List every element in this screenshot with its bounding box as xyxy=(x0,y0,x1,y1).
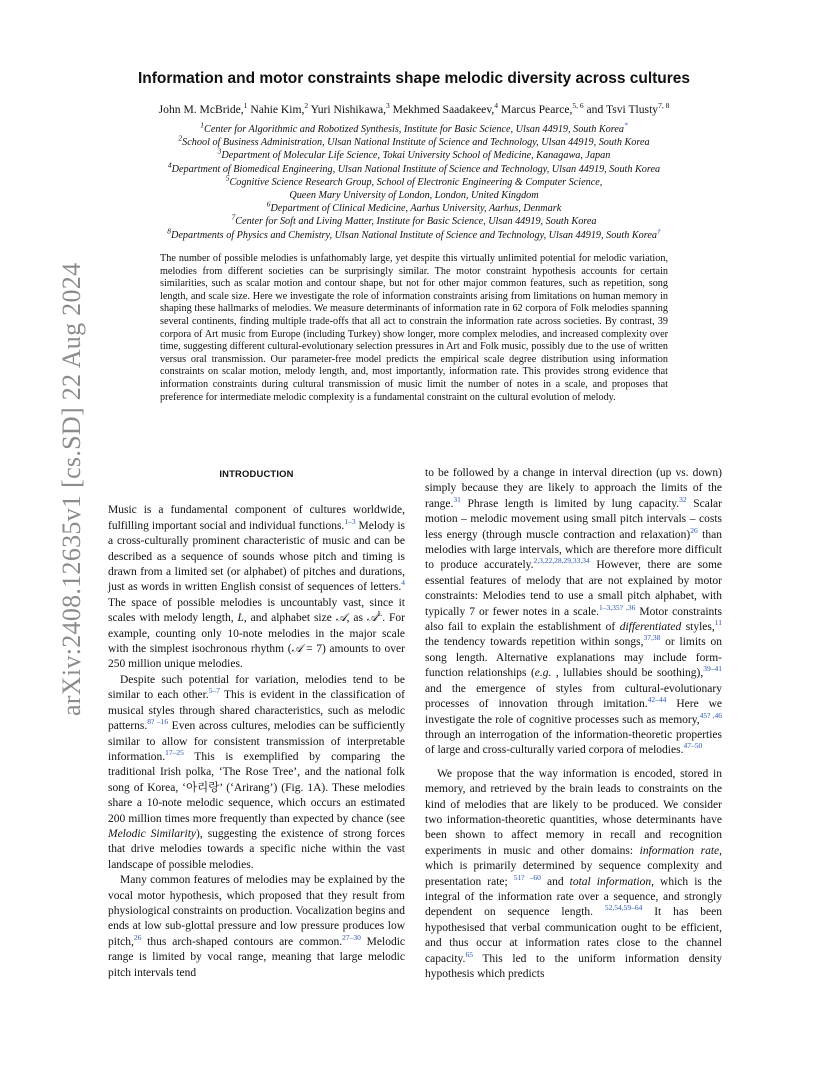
text-run: through an interrogation of the information-theoretic properties of large and cross-culturally varied corpora of melodies. xyxy=(425,728,722,757)
text-run: , which is primarily determined by sequence complexity and presentation rate; xyxy=(425,844,722,888)
affiliation-line xyxy=(110,160,718,176)
affiliation-line xyxy=(110,133,718,149)
text-run: Melody is a cross-culturally prominent characteristic of music and can be described as a sequence of sounds whose pitch and timing is drawn from a limited set (or alphabet) of pitches and durations, just as words in written English consist of sequences of letters. xyxy=(108,519,405,594)
text-run: , as xyxy=(346,612,367,625)
citation-ref: 37,38 xyxy=(643,633,661,643)
affiliation-text: School of Business Administration, Ulsan National Institute of Science and Technology, Ulsan 44919, South Korea xyxy=(182,137,650,149)
author-name: Nahie Kim, xyxy=(247,103,305,116)
text-run: , lullabies should be soothing), xyxy=(551,667,704,680)
section-heading-introduction: INTRODUCTION xyxy=(219,468,294,479)
affiliation-number: 7 xyxy=(231,213,236,223)
affiliation-line xyxy=(110,199,718,215)
citation-ref: 65 xyxy=(465,949,473,959)
text-run: or limits on song length. Alternative explanations may include form-function relationships ( xyxy=(425,636,722,680)
citation-ref: 1–3,35? ,36 xyxy=(599,602,636,612)
left-column-body xyxy=(108,503,405,981)
body-paragraph xyxy=(425,466,722,759)
citation-ref: 4 xyxy=(401,578,405,588)
text-run: = 7) amounts to over 250 million unique melodies. xyxy=(108,643,405,671)
text-run: This is exemplified by comparing the traditional Irish polka, ‘The Rose Tree’, and the national folk song of Korea, ‘아리랑’ (‘Arirang’) (Fig. 1A). These melodies share a 10-note melodic sequence, which occurs an estimated 200 million times more frequently than expected by chance (see xyxy=(108,750,405,825)
text-run: Here we investigate the role of cognitive processes such as memory, xyxy=(425,698,722,726)
emphasis: 𝒜 xyxy=(291,643,303,656)
text-run: , which is the integral of the information rate over a sequence, and strongly dependent on sequence length. xyxy=(425,875,722,919)
affiliation-text: Queen Mary University of London, London, United Kingdom xyxy=(289,190,539,202)
abstract: The number of possible melodies is unfathomably large, yet despite this virtually unlimited potential for melodic variation, melodies from different societies can be surprisingly similar. The motor constraint hypothesis accounts for certain similarities, such as scalar motion and contour shape, but not for other major common features, such as repetition, song length, and scale size. Here we investigate the role of information constraints arising from limitations on human memory in shaping these hallmarks of melodies. We measure determinants of information rate in 62 corpora of Folk melodies spanning several continents, finding multiple trade-offs that all act to constrain the information rate across societies. By contrast, 39 corpora of Art music from Europe (including Turkey) show longer, more complex melodies, and increased complexity over time, suggesting different cultural-evolutionary selection pressures in Art and Folk music, possibly due to the use of written versus oral transmission. Our parameter-free model predicts the empirical scale degree distribution using information constraints on scalar motion, melody length, and, most importantly, information rate. This provides strong evidence that information constraints during cultural transmission of music limit the number of notes in a scale, and proposes that preference for intermediate melodic complexity is a fundamental constraint on the cultural evolution of melody. xyxy=(160,253,668,403)
citation-ref: 17–25 xyxy=(165,748,184,758)
text-run: than melodies with large intervals, which are therefore more difficult to produce accurately. xyxy=(425,528,722,572)
emphasis: information rate xyxy=(639,844,720,857)
author-affiliation-mark: 5, 6 xyxy=(572,101,584,111)
citation-ref: 26 xyxy=(133,932,142,942)
affiliation-number: 1 xyxy=(200,120,205,130)
citation-ref: 26 xyxy=(690,525,698,535)
body-paragraph xyxy=(108,503,405,672)
text-run: Phrase length is limited by lung capacity. xyxy=(460,497,680,510)
citation-ref: 52,54,59–64 xyxy=(604,903,643,913)
text-run: ), suggesting the existence of strong forces that drive melodies towards a specific niche within the vast landscape of possible melodies. xyxy=(108,827,405,871)
citation-ref: 45? ,46 xyxy=(699,710,722,720)
author-name: Marcus Pearce, xyxy=(498,103,573,116)
paper-title: Information and motor constraints shape melodic diversity across cultures xyxy=(137,70,691,87)
author-affiliation-mark: 2 xyxy=(304,101,309,111)
affiliation-line xyxy=(110,120,718,136)
text-run: Despite such potential for variation, melodies tend to be similar to each other. xyxy=(108,673,405,702)
arxiv-identifier: arXiv:2408.12635v1 [cs.SD] 22 Aug 2024 xyxy=(57,262,86,716)
left-column xyxy=(108,466,405,981)
affiliation-text: Departments of Physics and Chemistry, Ulsan National Institute of Science and Technology, Ulsan 44919, South Korea xyxy=(171,229,657,241)
affiliation-line xyxy=(110,173,718,189)
text-run: and the emergence of styles from cultural-evolutionary processes of innovation through imitation. xyxy=(425,682,722,711)
affiliation-number: 4 xyxy=(167,160,172,170)
text-run: Motor constraints also fail to explain the establishment of xyxy=(425,605,722,634)
affiliation-text: Department of Clinical Medicine, Aarhus University, Aarhus, Denmark xyxy=(270,203,562,215)
emphasis: Melodic Similarity xyxy=(108,827,197,840)
text-run: the tendency towards repetition within songs, xyxy=(425,636,644,649)
affiliation-text: Cognitive Science Research Group, School of Electronic Engineering & Computer Science, xyxy=(229,176,603,188)
author-name: Mekhmed Saadakeev, xyxy=(389,103,495,116)
citation-ref: 2,3,22,28,29,33,34 xyxy=(533,556,590,566)
body-paragraph xyxy=(108,673,405,873)
emphasis: total information xyxy=(569,875,652,888)
affiliation-number: 3 xyxy=(217,147,222,157)
affiliation-number: 5 xyxy=(225,173,230,183)
citation-ref: 11 xyxy=(714,618,722,628)
affiliation-text: Department of Biomedical Engineering, Ulsan National Institute of Science and Technology, Ulsan 44919, South Korea xyxy=(171,163,661,175)
citation-ref: 1–3 xyxy=(344,516,356,526)
citation-ref: 39–41 xyxy=(703,664,722,674)
text-run: styles, xyxy=(681,621,715,634)
emphasis: 𝒜 xyxy=(335,612,347,625)
citation-ref: 47–50 xyxy=(683,741,703,751)
affiliation-number: 2 xyxy=(178,133,183,143)
author-name: Yuri Nishikawa, xyxy=(308,103,386,116)
author-list xyxy=(110,103,718,116)
citation-ref: 32 xyxy=(679,494,687,504)
text-run: It has been hypothesised that verbal communication ought to be efficient, and thus occur at information rates close to the channel capacity. xyxy=(425,906,722,965)
author-affiliation-mark: 4 xyxy=(494,101,499,111)
affiliation-line xyxy=(110,149,718,162)
citation-ref: 8? –16 xyxy=(147,717,169,727)
affiliation-list xyxy=(110,120,718,242)
affiliation-line xyxy=(110,215,718,228)
footnote-mark: * xyxy=(623,120,628,130)
text-run: , and alphabet size xyxy=(243,612,336,625)
text-run: The space of possible melodies is uncountably vast, since it scales with melody length, xyxy=(108,596,405,625)
affiliation-number: 8 xyxy=(167,226,172,236)
author-affiliation-mark: 1 xyxy=(243,101,248,111)
text-run: This is evident in the classification of musical styles through shared characteristics, such as melodic patterns. xyxy=(108,689,405,733)
author-name: and Tsvi Tlusty xyxy=(583,103,659,116)
body-paragraph xyxy=(425,767,722,983)
affiliation-text: Center for Soft and Living Matter, Institute for Basic Science, Ulsan 44919, South Korea xyxy=(235,216,597,228)
citation-ref: 27–30 xyxy=(342,932,361,942)
emphasis: differentiated xyxy=(619,621,682,634)
text-run: Music is a fundamental component of cultures worldwide, fulfilling important social and individual functions. xyxy=(108,504,405,532)
text-run: Scalar motion – melodic movement using small pitch intervals – costs less energy (through muscle contraction and relaxation) xyxy=(425,497,722,541)
text-run: Melodic range is limited by vocal range, meaning that large melodic pitch intervals tend xyxy=(108,935,405,979)
body-paragraph xyxy=(108,873,405,981)
right-column-body xyxy=(425,466,722,982)
text-run: We propose that the way information is encoded, stored in memory, and retrieved by the brain leads to constraints on the kind of melodies that are likely to be produced. We consider two information-theoretic quantities, whose determinants have been shown to affect memory in recall and recognition experiments in music and other domains: xyxy=(425,767,722,857)
text-run: Even across cultures, melodies can be sufficiently similar to allow for consistent transmission of interpretable information. xyxy=(108,720,405,763)
text-run: However, there are some essential features of melody that are not explained by motor constraints: Melodies tend to use a small pitch alphabet, with typically 7 or fewer notes in a scale. xyxy=(425,559,722,618)
emphasis: e.g. xyxy=(534,667,552,680)
affiliation-line xyxy=(110,226,718,242)
text-run: . For example, counting only 10-note melodies in the major scale with the simplest isochronous rhythm ( xyxy=(108,612,405,656)
author-affiliation-mark: 3 xyxy=(386,101,390,111)
emphasis: 𝒜 xyxy=(366,612,378,625)
text-run: to be followed by a change in interval direction (up vs. down) simply because they are likely to approach the limits of the range. xyxy=(425,467,722,510)
text-run: Many common features of melodies may be explained by the vocal motor hypothesis, which proposed that they result from physiological constraints on production. Vocalization begins and ends at low sub-glottal pressure and low pressure produces low pitch, xyxy=(108,874,405,948)
math-exponent: L xyxy=(377,609,383,619)
text-run: and xyxy=(540,875,570,888)
footnote-mark: † xyxy=(656,226,661,236)
affiliation-text: Center for Algorithmic and Robotized Synthesis, Institute for Basic Science, Ulsan 44919, South Korea xyxy=(204,124,624,135)
citation-ref: 31 xyxy=(453,494,461,504)
affiliation-text: Department of Molecular Life Science, Tokai University School of Medicine, Kanagawa, Japan xyxy=(221,150,611,162)
citation-ref: 42–44 xyxy=(647,695,667,705)
emphasis: L xyxy=(237,612,244,625)
text-run: thus arch-shaped contours are common. xyxy=(141,935,343,948)
citation-ref: 5–7 xyxy=(208,686,220,696)
affiliation-number: 6 xyxy=(266,199,271,209)
author-name: John M. McBride, xyxy=(158,103,244,116)
right-column xyxy=(425,466,722,982)
text-run: This led to the uniform information density hypothesis which predicts xyxy=(425,952,722,980)
citation-ref: 51? –60 xyxy=(513,872,541,882)
affiliation-line xyxy=(110,189,718,202)
author-affiliation-mark: 7, 8 xyxy=(658,101,670,111)
